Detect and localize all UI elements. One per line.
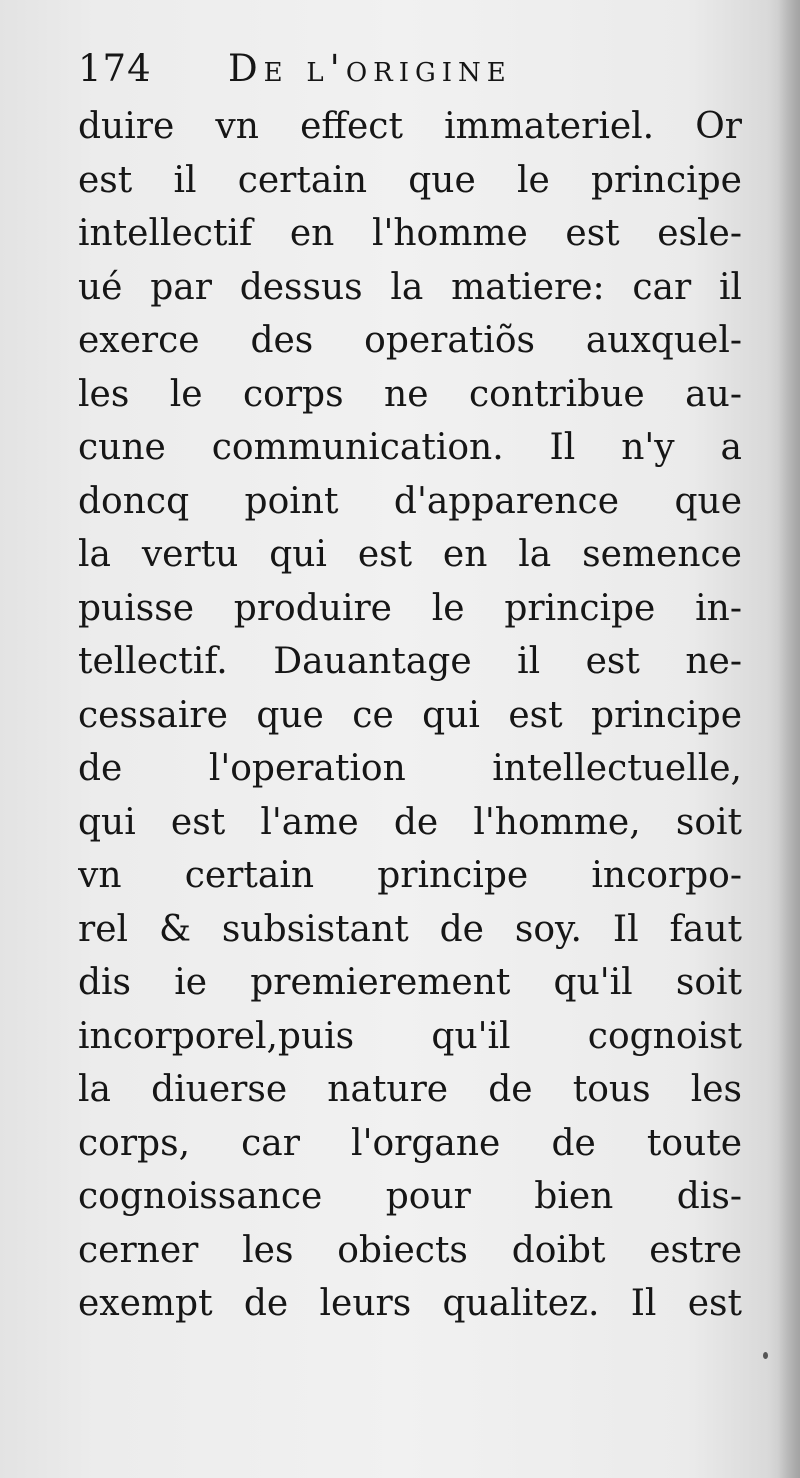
text-line: est il certain que le principe bbox=[78, 159, 742, 201]
text-line: duire vn effect immateriel. Or bbox=[78, 106, 742, 147]
text-line: dis ie premierement qu'il soit bbox=[78, 962, 742, 1003]
page-header bbox=[78, 44, 758, 94]
text-line: puisse produire le principe in- bbox=[78, 587, 742, 629]
text-line: ué par dessus la matiere: car il bbox=[78, 266, 742, 308]
text-line: la diuerse nature de tous les bbox=[78, 1069, 742, 1110]
text-line: cognoissance pour bien dis- bbox=[78, 1176, 742, 1217]
text-line: cune communication. Il n'y a bbox=[78, 427, 742, 468]
text-line: cerner les obiects doibt estre bbox=[78, 1229, 742, 1271]
running-head: De l'origine bbox=[228, 47, 512, 90]
text-line: les le corps ne contribue au- bbox=[78, 373, 742, 415]
text-line: exerce des operatiõs auxquel- bbox=[78, 320, 742, 361]
page-number: 174 bbox=[78, 47, 152, 90]
text-line: de l'operation intellectuelle, bbox=[78, 748, 742, 789]
page-binding-shadow bbox=[778, 0, 800, 1478]
text-line: la vertu qui est en la semence bbox=[78, 534, 742, 575]
text-line: incorporel,puis qu'il cognoist bbox=[78, 1015, 742, 1057]
text-line: intellectif en l'homme est esle- bbox=[78, 213, 742, 254]
text-line: tellectif. Dauantage il est ne- bbox=[78, 641, 742, 682]
text-line: rel & subsistant de soy. Il faut bbox=[78, 908, 742, 950]
text-line: qui est l'ame de l'homme, soit bbox=[78, 801, 742, 843]
text-line: doncq point d'apparence que bbox=[78, 480, 742, 522]
text-line: cessaire que ce qui est principe bbox=[78, 694, 742, 736]
ink-speck bbox=[763, 1352, 768, 1359]
text-line: exempt de leurs qualitez. Il est bbox=[78, 1283, 742, 1324]
text-line: vn certain principe incorpo- bbox=[78, 855, 742, 896]
body-text bbox=[78, 100, 758, 1340]
text-line: corps, car l'organe de toute bbox=[78, 1122, 742, 1164]
